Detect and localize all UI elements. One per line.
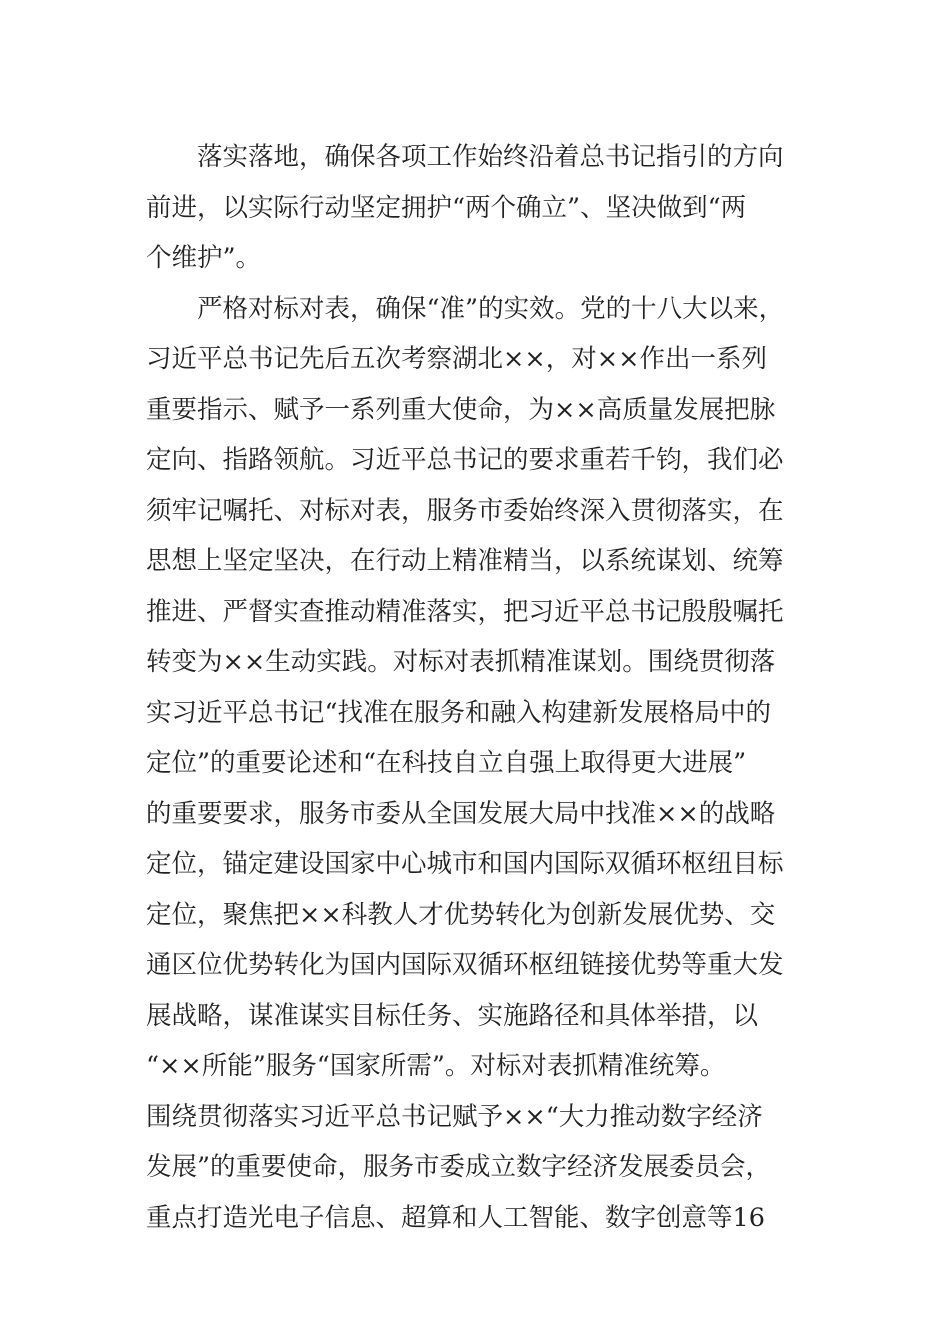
text-line: 重点打造光电子信息、超算和人工智能、数字创意等16 (146, 1202, 765, 1233)
text-line: 思想上坚定坚决，在行动上精准精当，以系统谋划、统筹 (146, 546, 784, 576)
text-line: 通区位优势转化为国内国际双循环枢纽链接优势等重大发 (146, 950, 784, 980)
text-line: 围绕贯彻落实习近平总书记赋予××“大力推动数字经济 (146, 1101, 763, 1132)
text-line: 落实落地，确保各项工作始终沿着总书记指引的方向 (197, 142, 784, 172)
text-line: 定位，锚定建设国家中心城市和国内国际双循环枢纽目标 (146, 849, 784, 879)
text-line: 展战略，谋准谋实目标任务、实施路径和具体举措，以 (146, 1000, 759, 1031)
text-line: 发展”的重要使命，服务市委成立数字经济发展委员会， (146, 1152, 772, 1182)
text-line: 转变为××生动实践。对标对表抓精准谋划。围绕贯彻落 (146, 647, 776, 677)
text-line: 推进、严督实查推动精准落实，把习近平总书记殷殷嘱托 (146, 596, 784, 627)
text-line: 重要指示、赋予一系列重大使命，为××高质量发展把脉 (146, 394, 776, 425)
body-text (146, 132, 806, 1243)
text-line: 前进，以实际行动坚定拥护“两个确立”、坚决做到“两 (146, 192, 747, 223)
text-line: 定向、指路领航。习近平总书记的要求重若千钧，我们必 (146, 445, 784, 475)
text-line: 实习近平总书记“找准在服务和融入构建新发展格局中的 (146, 697, 772, 728)
text-line: 定位，聚焦把××科教人才优势转化为创新发展优势、交 (146, 899, 776, 930)
text-line: 定位”的重要论述和“在科技自立自强上取得更大进展” (146, 748, 747, 778)
paragraph-start-line: 严格对标对表，确保“准”的实效。党的十八大以来， (197, 293, 785, 324)
text-line: “××所能”服务“国家所需”。对标对表抓精准统筹。 (146, 1051, 726, 1081)
text-line: 个维护”。 (146, 243, 262, 273)
text-line: 的重要要求，服务市委从全国发展大局中找准××的战略 (146, 798, 776, 829)
text-line: 须牢记嘱托、对标对表，服务市委始终深入贯彻落实，在 (146, 495, 784, 526)
text-line: 习近平总书记先后五次考察湖北××，对××作出一系列 (146, 344, 767, 374)
